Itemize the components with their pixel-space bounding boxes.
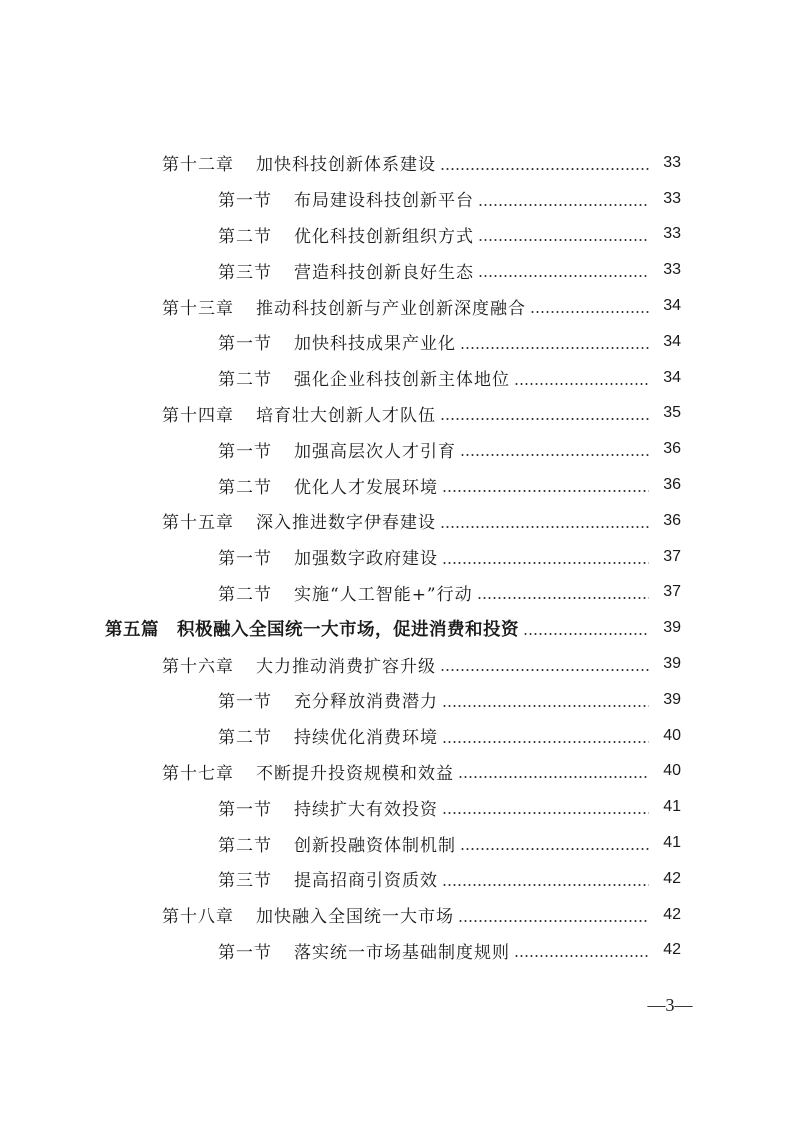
dot-leader [460, 346, 649, 350]
toc-entry-page: 39 [663, 619, 681, 637]
dot-leader [460, 453, 649, 457]
dot-leader [442, 561, 649, 565]
toc-entry-number: 第二节 [218, 584, 272, 605]
toc-entry-number: 第二节 [218, 370, 272, 391]
toc-entry-page: 39 [663, 690, 681, 708]
toc-entry-number: 第二节 [218, 835, 272, 856]
toc-entry-page: 34 [663, 332, 681, 350]
toc-entry-number: 第十二章 [162, 155, 234, 176]
toc-entry-title: 实施“人工智能+”行动 [294, 584, 473, 605]
dot-leader [442, 883, 649, 887]
toc-entry-number: 第十四章 [162, 405, 234, 426]
toc-entry[interactable] [0, 789, 793, 825]
toc-entry[interactable] [0, 503, 793, 539]
toc-entry[interactable] [0, 467, 793, 503]
toc-entry-number: 第一节 [218, 441, 272, 462]
toc-entry-page: 40 [663, 762, 681, 780]
toc-entry-title: 提高招商引资质效 [294, 871, 438, 892]
toc-entry-page: 36 [663, 476, 681, 494]
toc-entry-page: 33 [663, 225, 681, 243]
dot-leader [442, 740, 649, 744]
toc-entry-page: 34 [663, 368, 681, 386]
toc-entry-title: 培育壮大创新人才队伍 [256, 405, 436, 426]
toc-entry-title: 持续优化消费环境 [294, 728, 438, 749]
toc-entry-title: 加强数字政府建设 [294, 549, 438, 570]
toc-entry-page: 41 [663, 834, 681, 852]
toc-entry-title: 加快科技成果产业化 [294, 334, 456, 355]
dot-leader [514, 382, 649, 386]
toc-entry-title: 不断提升投资规模和效益 [256, 763, 454, 784]
toc-entry-page: 33 [663, 261, 681, 279]
toc-entry[interactable] [0, 181, 793, 217]
toc-entry-page: 41 [663, 798, 681, 816]
toc-entry-title: 布局建设科技创新平台 [294, 191, 474, 212]
toc-entry[interactable] [0, 718, 793, 754]
dot-leader [478, 203, 649, 207]
toc-entry-number: 第三节 [218, 262, 272, 283]
toc-entry-page: 42 [663, 869, 681, 887]
dot-leader [460, 847, 649, 851]
toc-entry-number: 第五篇 [105, 619, 159, 640]
toc-entry-number: 第二节 [218, 728, 272, 749]
toc-entry-part[interactable] [0, 610, 793, 646]
toc-entry[interactable] [0, 933, 793, 969]
dot-leader [440, 167, 649, 171]
toc-entry[interactable] [0, 324, 793, 360]
toc-entry[interactable] [0, 754, 793, 790]
dot-leader [458, 919, 649, 923]
dot-leader [523, 632, 649, 636]
toc-entry-page: 35 [663, 404, 681, 422]
toc-entry-title: 加强高层次人才引育 [294, 441, 456, 462]
toc-entry-title: 深入推进数字伊春建设 [256, 513, 436, 534]
dot-leader [530, 310, 649, 314]
toc-entry-number: 第三节 [218, 871, 272, 892]
toc-entry[interactable] [0, 539, 793, 575]
toc-entry-number: 第一节 [218, 692, 272, 713]
toc-entry-title: 持续扩大有效投资 [294, 799, 438, 820]
dot-leader [477, 596, 649, 600]
dot-leader [442, 704, 649, 708]
toc-entry-number: 第一节 [218, 942, 272, 963]
toc-entry-number: 第十三章 [162, 298, 234, 319]
toc-entry-page: 34 [663, 297, 681, 315]
toc-entry-page: 33 [663, 153, 681, 171]
toc-entry-number: 第一节 [218, 549, 272, 570]
toc-entry[interactable] [0, 360, 793, 396]
dot-leader [440, 525, 649, 529]
toc-entry[interactable] [0, 252, 793, 288]
toc-entry[interactable] [0, 646, 793, 682]
dot-leader [440, 668, 649, 672]
dot-leader [478, 274, 649, 278]
toc-entry-number: 第一节 [218, 191, 272, 212]
toc-entry-page: 42 [663, 941, 681, 959]
toc-entry-number: 第一节 [218, 799, 272, 820]
dot-leader [442, 811, 649, 815]
toc-entry-page: 37 [663, 583, 681, 601]
page-number: —3— [647, 995, 693, 1015]
toc-entry-page: 40 [663, 726, 681, 744]
toc-entry-page: 42 [663, 905, 681, 923]
toc-entry-number: 第十六章 [162, 656, 234, 677]
toc-entry-title: 强化企业科技创新主体地位 [294, 370, 510, 391]
toc-entry-title: 创新投融资体制机制 [294, 835, 456, 856]
dot-leader [514, 954, 649, 958]
toc-entry[interactable] [0, 288, 793, 324]
toc-entry-number: 第二节 [218, 477, 272, 498]
toc-entry-number: 第一节 [218, 334, 272, 355]
toc-entry[interactable] [0, 431, 793, 467]
toc-entry-number: 第十八章 [162, 907, 234, 928]
toc-entry[interactable] [0, 825, 793, 861]
toc-entry-page: 36 [663, 511, 681, 529]
toc-entry-page: 33 [663, 189, 681, 207]
toc-entry-title: 积极融入全国统一大市场，促进消费和投资 [177, 619, 519, 640]
toc-entry-title: 优化科技创新组织方式 [294, 226, 474, 247]
toc-entry[interactable] [0, 861, 793, 897]
toc-entry[interactable] [0, 682, 793, 718]
toc-entry-page: 39 [663, 655, 681, 673]
toc-entry-title: 加快科技创新体系建设 [256, 155, 436, 176]
toc-entry-title: 营造科技创新良好生态 [294, 262, 474, 283]
toc-entry-page: 36 [663, 440, 681, 458]
toc-entry[interactable] [0, 897, 793, 933]
toc-entry-page: 37 [663, 547, 681, 565]
toc-entry[interactable] [0, 396, 793, 432]
dot-leader [478, 238, 649, 242]
toc-entry[interactable] [0, 575, 793, 611]
toc-entry-title: 加快融入全国统一大市场 [256, 907, 454, 928]
toc-entry[interactable] [0, 145, 793, 181]
toc-entry-title: 落实统一市场基础制度规则 [294, 942, 510, 963]
toc-entry-title: 大力推动消费扩容升级 [256, 656, 436, 677]
toc-entry-number: 第二节 [218, 226, 272, 247]
dot-leader [458, 775, 649, 779]
toc-entry[interactable] [0, 217, 793, 253]
toc-entry-title: 充分释放消费潜力 [294, 692, 438, 713]
toc-entry-title: 推动科技创新与产业创新深度融合 [256, 298, 526, 319]
table-of-contents [0, 145, 793, 968]
dot-leader [440, 417, 649, 421]
toc-entry-number: 第十七章 [162, 763, 234, 784]
toc-entry-title: 优化人才发展环境 [294, 477, 438, 498]
dot-leader [442, 489, 649, 493]
toc-entry-number: 第十五章 [162, 513, 234, 534]
